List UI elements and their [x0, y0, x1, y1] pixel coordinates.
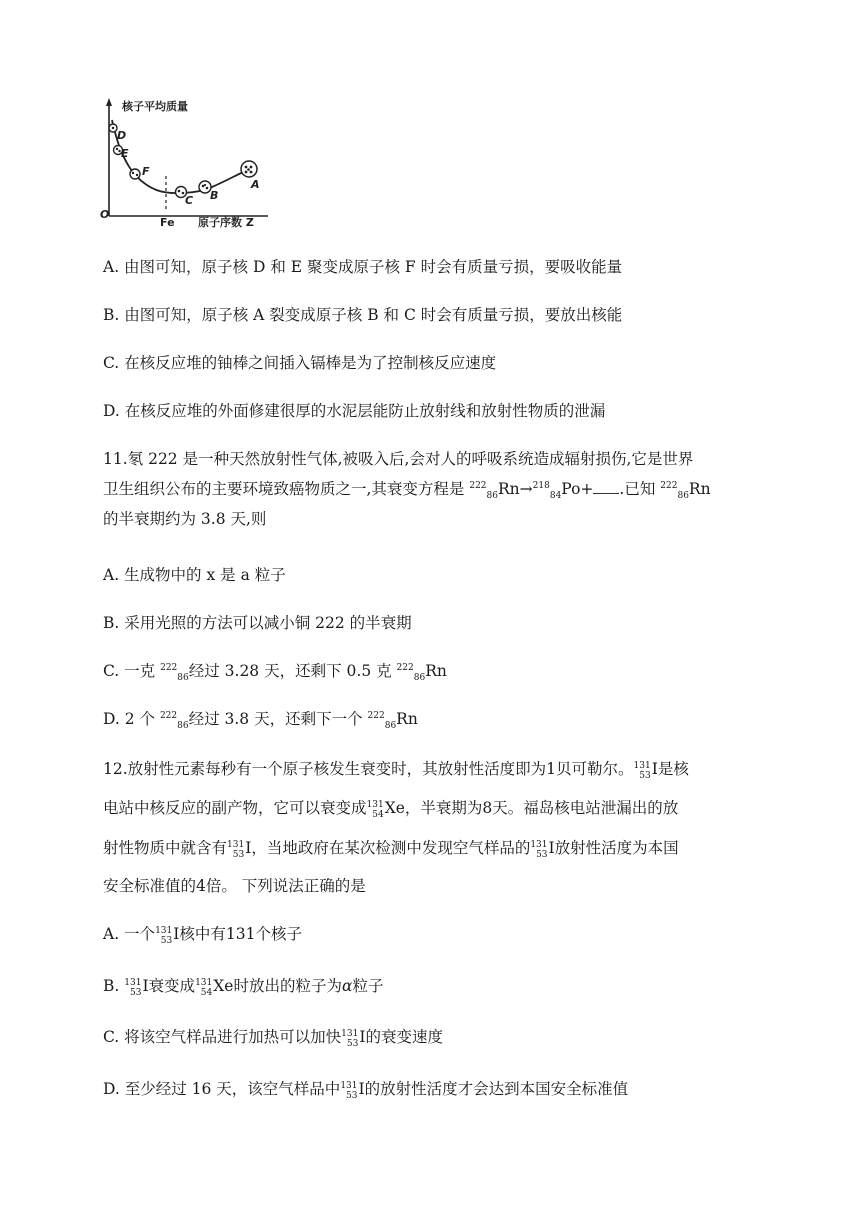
xenon-nuclide: 131 54 — [366, 800, 384, 820]
x-axis-label: 原子序数 Z — [198, 216, 254, 229]
q11-stem-line1: 11.氡 222 是一种天然放射性气体,被吸入后,会对人的呼吸系统造成辐射损伤,它是世界 — [103, 450, 694, 468]
iodine-nuclide: 131 53 — [340, 1081, 358, 1101]
q11-option-d: D. 2 个 $^{222}_{86}$经过 3.8 天，还剩下一个 $^{222}_{86}$Rn — [103, 710, 418, 732]
iodine-nuclide: 131 53 — [633, 761, 651, 781]
iodine-nuclide: 131 53 — [155, 926, 173, 946]
xenon-nuclide: 131 54 — [195, 978, 213, 998]
q12-stem-line1: 12.放射性元素每秒有一个原子核发生衰变时，其放射性活度即为1贝可勒尔。 131 53 I是核 — [103, 760, 689, 781]
q12-stem-line4: 安全标准值的4倍。 下列说法正确的是 — [103, 877, 366, 895]
nucleus-a — [241, 161, 257, 177]
label-c: C — [185, 194, 194, 207]
label-a: A — [251, 178, 260, 191]
y-axis-arrow — [106, 98, 112, 106]
q10-option-c: C. 在核反应堆的铀棒之间插入镉棒是为了控制核反应速度 — [103, 354, 497, 372]
q12-stem-line2: 电站中核反应的副产物，它可以衰变成 131 54 Xe，半衰期为8天。福岛核电站泄漏出的放 — [103, 799, 679, 820]
average-nucleon-mass-graph — [100, 98, 280, 228]
q12-option-a: A. 一个 131 53 I核中有131个核子 — [103, 925, 302, 946]
label-f: F — [142, 165, 150, 178]
fe-label: Fe — [160, 216, 175, 229]
iodine-nuclide: 131 53 — [227, 840, 245, 860]
iodine-nuclide: 131 53 — [530, 840, 548, 860]
q12-stem-line3: 射性物质中就含有 131 53 I，当地政府在某次检测中发现空气样品的 131 53 I放射性活度为本国 — [103, 839, 679, 860]
q12-option-c: C. 将该空气样品进行加热可以加快 131 53 I的衰变速度 — [103, 1028, 443, 1049]
iodine-nuclide: 131 53 — [124, 978, 142, 998]
q11-stem-line2: 卫生组织公布的主要环境致癌物质之一,其衰变方程是 $^{222}_{86}$Rn→$^{218}_{84}$Po+ .已知 $^{222}_{86}$Rn — [103, 480, 711, 502]
label-e: E — [121, 147, 129, 160]
y-axis-label: 核子平均质量 — [122, 100, 188, 113]
label-b: B — [210, 189, 219, 202]
q10-option-b: B. 由图可知，原子核 A 裂变成原子核 B 和 C 时会有质量亏损，要放出核能 — [103, 306, 623, 324]
label-d: D — [117, 129, 127, 142]
nucleus-f — [130, 169, 140, 179]
q11-option-a: A. 生成物中的 x 是 a 粒子 — [103, 566, 286, 584]
q10-option-d: D. 在核反应堆的外面修建很厚的水泥层能防止放射线和放射性物质的泄漏 — [103, 402, 606, 420]
nucleus-d — [109, 124, 117, 132]
origin-label: O — [100, 208, 110, 221]
q11-option-c: C. 一克 $^{222}_{86}$经过 3.28 天，还剩下 0.5 克 $^{222}_{86}$Rn — [103, 662, 447, 684]
nuclear-binding-figure — [100, 98, 280, 228]
q11-stem-line3: 的半衰期约为 3.8 天,则 — [103, 510, 267, 528]
iodine-nuclide: 131 53 — [341, 1029, 359, 1049]
answer-blank — [593, 479, 619, 494]
q12-option-d: D. 至少经过 16 天，该空气样品中 131 53 I的放射性活度才会达到本国安全标准值 — [103, 1080, 629, 1101]
q10-option-a: A. 由图可知，原子核 D 和 E 聚变成原子核 F 时会有质量亏损，要吸收能量 — [103, 258, 623, 276]
mass-curve — [112, 120, 250, 193]
q12-option-b: B. 131 53 I衰变成 131 54 Xe时放出的粒子为α粒子 — [103, 977, 384, 998]
q11-option-b: B. 采用光照的方法可以减小铜 222 的半衰期 — [103, 614, 412, 632]
